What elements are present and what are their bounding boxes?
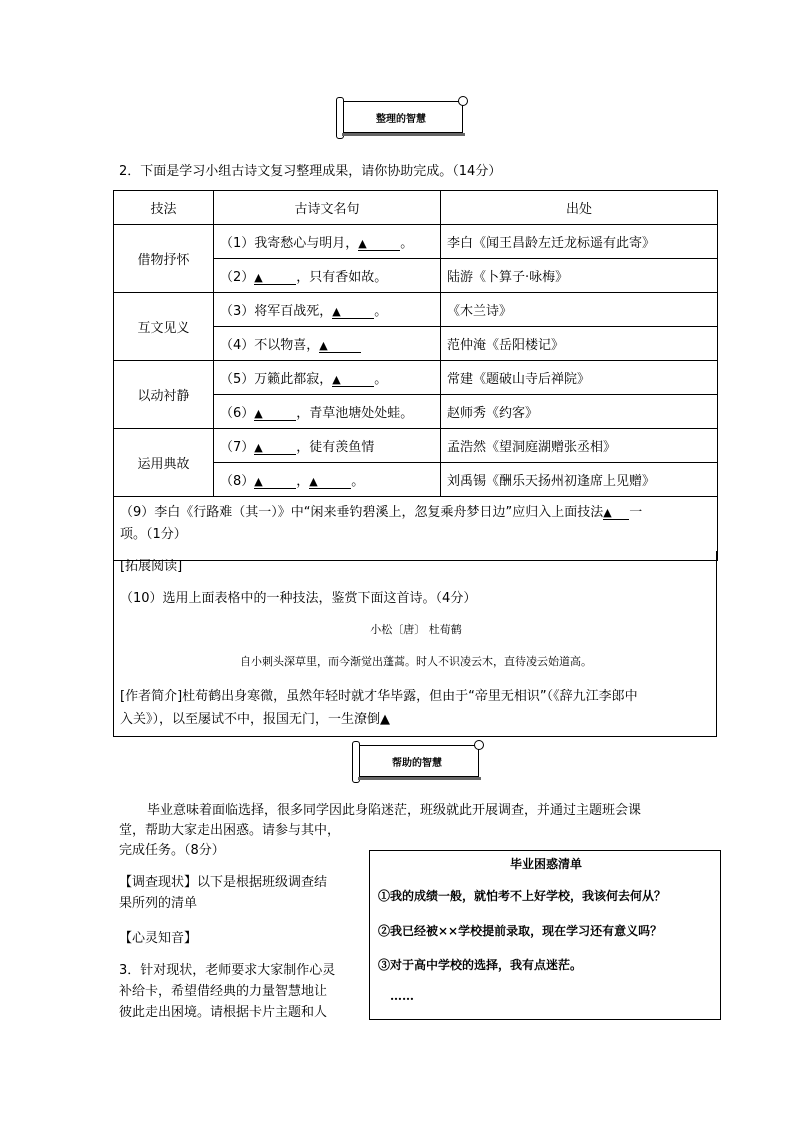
blank-triangle-icon: ▲ <box>309 475 318 488</box>
quote-cell[interactable]: （6）▲ ，青草池塘处处蛙。 <box>214 395 441 429</box>
blank-triangle-icon: ▲ <box>603 506 612 519</box>
blank-triangle-icon: ▲ <box>254 441 263 454</box>
section-banner-organize <box>339 101 463 133</box>
table-row <box>114 293 718 327</box>
survey-label-line2: 果所列的清单 <box>119 896 198 911</box>
quote-cell[interactable]: （4）不以物喜，▲ <box>214 327 441 361</box>
source-cell: 赵师秀《约客》 <box>441 395 718 429</box>
quote-cell[interactable]: （5）万籁此都寂，▲ 。 <box>214 361 441 395</box>
blank-triangle-icon: ▲ <box>254 475 263 488</box>
technique-cell: 以动衬静 <box>114 361 214 429</box>
technique-cell: 运用典故 <box>114 429 214 497</box>
quote-cell[interactable]: （3）将军百战死，▲ 。 <box>214 293 441 327</box>
confusion-list-box <box>369 850 721 1020</box>
question-10: （10）选用上面表格中的一种技法，鉴赏下面这首诗。（4分） <box>120 591 477 606</box>
author-intro-line1: [作者简介]杜荀鹤出身寒微，虽然年轻时就才华毕露，但由于“帝里无相识”（《辞九江李郎中 <box>120 689 638 704</box>
question-3-line3: 彼此走出困境。请根据卡片主题和人 <box>119 1005 328 1020</box>
blank-triangle-icon: ▲ <box>319 339 328 352</box>
blank-triangle-icon: ▲ <box>332 305 341 318</box>
technique-cell: 互文见义 <box>114 293 214 361</box>
quote-cell[interactable]: （1）我寄愁心与明月，▲ 。 <box>214 225 441 259</box>
list-item: ①我的成绩一般，就怕考不上好学校，我该何去何从？ <box>378 889 667 903</box>
quote-cell[interactable]: （8）▲ ，▲ 。 <box>214 463 441 497</box>
question-2: 2．下面是学习小组古诗文复习整理成果，请你协助完成。（14分） <box>119 164 502 179</box>
banner-title: 帮助的智慧 <box>392 757 442 769</box>
table-row <box>114 225 718 259</box>
scroll-shadow <box>342 133 465 136</box>
technique-cell: 借物抒怀 <box>114 225 214 293</box>
question-3-line2: 补给卡，希望借经典的力量智慧地让 <box>119 984 328 999</box>
list-ellipsis: …… <box>390 989 414 1003</box>
blank-triangle-icon: ▲ <box>254 407 263 420</box>
blank-triangle-icon: ▲ <box>332 373 341 386</box>
header-technique: 技法 <box>114 191 214 225</box>
source-cell: 孟浩然《望洞庭湖赠张丞相》 <box>441 429 718 463</box>
source-cell: 《木兰诗》 <box>441 293 718 327</box>
quote-cell[interactable]: （7）▲ ，徒有羡鱼情 <box>214 429 441 463</box>
quote-cell[interactable]: （2）▲ ，只有香如故。 <box>214 259 441 293</box>
table-row <box>114 429 718 463</box>
list-title: 毕业困惑清单 <box>509 857 582 871</box>
scroll-curl-right <box>474 740 484 750</box>
scroll-curl-right <box>458 96 468 106</box>
extended-reading-header: [拓展阅读] <box>120 559 183 574</box>
blank-triangle-icon: ▲ <box>254 271 263 284</box>
scroll-shadow <box>358 777 481 780</box>
author-intro-line2: 入关》），以至屡试不中，报国无门，一生潦倒▲ <box>120 712 390 727</box>
source-cell: 常建《题破山寺后禅院》 <box>441 361 718 395</box>
banner-title: 整理的智慧 <box>376 113 426 125</box>
question-9-cell[interactable]: （9）李白《行路难（其一）》中“闲来垂钓碧溪上，忽复乘舟梦日边”应归入上面技法▲ 一 项。（1分） <box>114 497 718 561</box>
heart-label: 【心灵知音】 <box>119 931 198 946</box>
poem-body: 自小刺头深草里，而今渐觉出蓬蒿。时人不识凌云木，直待凌云始道高。 <box>240 655 592 668</box>
source-cell: 陆游《卜算子·咏梅》 <box>441 259 718 293</box>
header-quote: 古诗文名句 <box>214 191 441 225</box>
header-source: 出处 <box>441 191 718 225</box>
source-cell: 范仲淹《岳阳楼记》 <box>441 327 718 361</box>
table-header-row <box>114 191 718 225</box>
poem-table <box>113 190 718 561</box>
intro-line-1: 毕业意味着面临选择，很多同学因此身陷迷茫，班级就此开展调查，并通过主题班会课 <box>147 803 642 818</box>
table-row <box>114 361 718 395</box>
blank-triangle-icon: ▲ <box>358 237 367 250</box>
poem-title: 小松〔唐〕 杜荀鹤 <box>370 623 462 636</box>
list-item: ②我已经被××学校提前录取，现在学习还有意义吗？ <box>378 924 663 938</box>
source-cell: 李白《闻王昌龄左迁龙标遥有此寄》 <box>441 225 718 259</box>
question-3-line1: 3．针对现状，老师要求大家制作心灵 <box>119 963 336 978</box>
section-banner-help <box>355 745 479 777</box>
survey-label-line1: 【调查现状】以下是根据班级调查结 <box>119 875 328 890</box>
intro-line-2: 堂，帮助大家走出困惑。请参与其中， <box>119 823 341 838</box>
source-cell: 刘禹锡《酬乐天扬州初逢席上见赠》 <box>441 463 718 497</box>
extended-reading-box <box>113 551 717 737</box>
list-item: ③对于高中学校的选择，我有点迷茫。 <box>378 958 583 972</box>
intro-line-3: 完成任务。（8分） <box>119 843 225 858</box>
